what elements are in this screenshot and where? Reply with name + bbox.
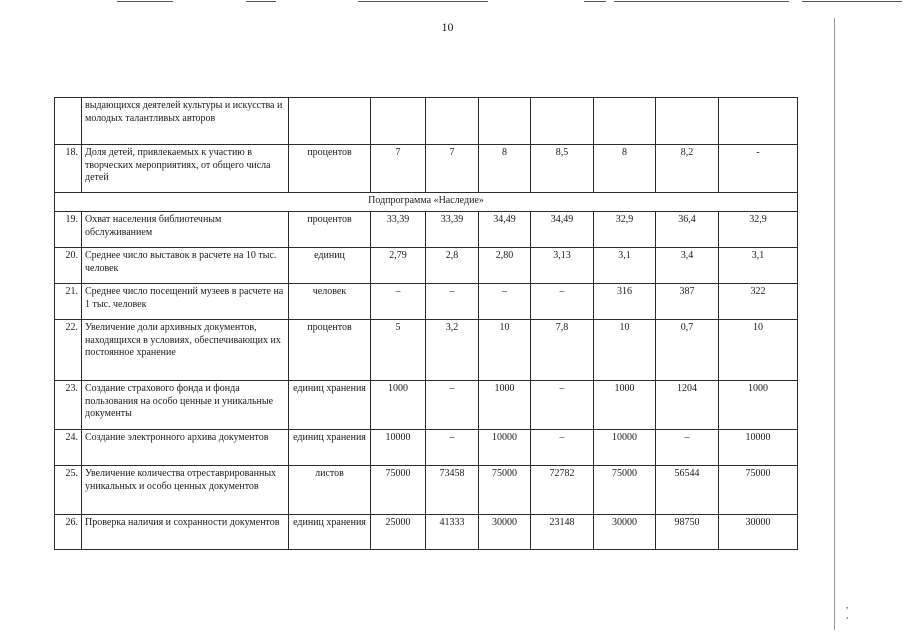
value-cell: 1204 bbox=[656, 381, 719, 430]
row-number bbox=[55, 98, 82, 145]
table-row bbox=[55, 466, 798, 515]
indicator-name: Создание страхового фонда и фонда пользования на особо ценные и уникальные документы bbox=[82, 381, 289, 430]
value-cell: 75000 bbox=[479, 466, 531, 515]
section-row bbox=[55, 193, 798, 212]
page-number: 10 bbox=[441, 20, 454, 34]
unit-cell: человек bbox=[289, 284, 371, 320]
value-cell: 1000 bbox=[371, 381, 426, 430]
value-cell: 10 bbox=[479, 320, 531, 381]
value-cell: 3,4 bbox=[656, 248, 719, 284]
top-edge-line bbox=[117, 1, 173, 2]
unit-cell: единиц bbox=[289, 248, 371, 284]
row-number: 21. bbox=[55, 284, 82, 320]
row-number: 19. bbox=[55, 212, 82, 248]
value-cell: 72782 bbox=[531, 466, 594, 515]
unit-cell: процентов bbox=[289, 320, 371, 381]
value-cell bbox=[719, 98, 798, 145]
value-cell: 8,5 bbox=[531, 145, 594, 193]
value-cell: 3,1 bbox=[594, 248, 656, 284]
value-cell: 10000 bbox=[594, 430, 656, 466]
top-edge-line bbox=[802, 1, 902, 2]
scan-specks: , , bbox=[846, 600, 883, 620]
value-cell: – bbox=[426, 381, 479, 430]
table-row bbox=[55, 515, 798, 550]
value-cell: 1000 bbox=[719, 381, 798, 430]
value-cell bbox=[594, 98, 656, 145]
indicators-table bbox=[54, 97, 798, 550]
value-cell: 98750 bbox=[656, 515, 719, 550]
value-cell: 10 bbox=[594, 320, 656, 381]
value-cell: 2,79 bbox=[371, 248, 426, 284]
value-cell bbox=[479, 98, 531, 145]
top-edge-line bbox=[358, 1, 488, 2]
value-cell bbox=[531, 98, 594, 145]
margin-line bbox=[834, 18, 835, 630]
value-cell: 1000 bbox=[594, 381, 656, 430]
subprogram-heading: Подпрограмма «Наследие» bbox=[55, 193, 798, 212]
value-cell: 10 bbox=[719, 320, 798, 381]
indicator-name: Охват населения библиотечным обслуживанием bbox=[82, 212, 289, 248]
value-cell: 2,8 bbox=[426, 248, 479, 284]
indicator-name: Доля детей, привлекаемых к участию в творческих мероприятиях, от общего числа детей bbox=[82, 145, 289, 193]
value-cell: 33,39 bbox=[371, 212, 426, 248]
value-cell: 33,39 bbox=[426, 212, 479, 248]
indicator-name: Среднее число посещений музеев в расчете на 1 тыс. человек bbox=[82, 284, 289, 320]
indicator-name: выдающихся деятелей культуры и искусства и молодых талантливых авторов bbox=[82, 98, 289, 145]
row-number: 26. bbox=[55, 515, 82, 550]
value-cell: 3,13 bbox=[531, 248, 594, 284]
value-cell: 8 bbox=[594, 145, 656, 193]
row-number: 24. bbox=[55, 430, 82, 466]
value-cell: 32,9 bbox=[594, 212, 656, 248]
indicator-name: Увеличение количества отреставрированных уникальных и особо ценных документов bbox=[82, 466, 289, 515]
value-cell: 7 bbox=[426, 145, 479, 193]
value-cell: 3,2 bbox=[426, 320, 479, 381]
value-cell: 5 bbox=[371, 320, 426, 381]
value-cell: 322 bbox=[719, 284, 798, 320]
unit-cell: единиц хранения bbox=[289, 381, 371, 430]
row-number: 25. bbox=[55, 466, 82, 515]
value-cell: – bbox=[531, 381, 594, 430]
value-cell: 316 bbox=[594, 284, 656, 320]
value-cell: 23148 bbox=[531, 515, 594, 550]
table-row bbox=[55, 430, 798, 466]
value-cell: 10000 bbox=[479, 430, 531, 466]
unit-cell: единиц хранения bbox=[289, 515, 371, 550]
row-number: 23. bbox=[55, 381, 82, 430]
value-cell: 10000 bbox=[719, 430, 798, 466]
value-cell: 30000 bbox=[479, 515, 531, 550]
unit-cell: процентов bbox=[289, 212, 371, 248]
indicator-name: Создание электронного архива документов bbox=[82, 430, 289, 466]
table-row bbox=[55, 284, 798, 320]
unit-cell: процентов bbox=[289, 145, 371, 193]
value-cell: 36,4 bbox=[656, 212, 719, 248]
row-number: 22. bbox=[55, 320, 82, 381]
value-cell: 73458 bbox=[426, 466, 479, 515]
value-cell: – bbox=[426, 430, 479, 466]
value-cell: 3,1 bbox=[719, 248, 798, 284]
value-cell bbox=[426, 98, 479, 145]
table-row bbox=[55, 145, 798, 193]
value-cell: 75000 bbox=[719, 466, 798, 515]
value-cell: 56544 bbox=[656, 466, 719, 515]
value-cell bbox=[371, 98, 426, 145]
value-cell: 7,8 bbox=[531, 320, 594, 381]
value-cell: 34,49 bbox=[479, 212, 531, 248]
value-cell: 75000 bbox=[594, 466, 656, 515]
table-row bbox=[55, 212, 798, 248]
value-cell: – bbox=[656, 430, 719, 466]
indicator-name: Среднее число выставок в расчете на 10 тыс. человек bbox=[82, 248, 289, 284]
value-cell: 10000 bbox=[371, 430, 426, 466]
value-cell: – bbox=[479, 284, 531, 320]
value-cell: – bbox=[531, 284, 594, 320]
table-row bbox=[55, 98, 798, 145]
top-edge-line bbox=[614, 1, 789, 2]
value-cell: 387 bbox=[656, 284, 719, 320]
value-cell: 1000 bbox=[479, 381, 531, 430]
value-cell: 75000 bbox=[371, 466, 426, 515]
value-cell: 30000 bbox=[719, 515, 798, 550]
row-number: 18. bbox=[55, 145, 82, 193]
value-cell: 32,9 bbox=[719, 212, 798, 248]
value-cell: 2,80 bbox=[479, 248, 531, 284]
row-number: 20. bbox=[55, 248, 82, 284]
value-cell: 41333 bbox=[426, 515, 479, 550]
table-row bbox=[55, 381, 798, 430]
unit-cell: листов bbox=[289, 466, 371, 515]
value-cell: 8,2 bbox=[656, 145, 719, 193]
value-cell: 8 bbox=[479, 145, 531, 193]
value-cell: - bbox=[719, 145, 798, 193]
top-edge-line bbox=[584, 1, 606, 2]
indicator-name: Увеличение доли архивных документов, находящихся в условиях, обеспечивающих их постоянное хранение bbox=[82, 320, 289, 381]
value-cell: 25000 bbox=[371, 515, 426, 550]
value-cell: – bbox=[371, 284, 426, 320]
top-edge-line bbox=[246, 1, 276, 2]
value-cell: 0,7 bbox=[656, 320, 719, 381]
unit-cell: единиц хранения bbox=[289, 430, 371, 466]
value-cell: 34,49 bbox=[531, 212, 594, 248]
value-cell: – bbox=[426, 284, 479, 320]
value-cell: 30000 bbox=[594, 515, 656, 550]
value-cell: – bbox=[531, 430, 594, 466]
table-row bbox=[55, 248, 798, 284]
table-row bbox=[55, 320, 798, 381]
unit-cell bbox=[289, 98, 371, 145]
value-cell bbox=[656, 98, 719, 145]
value-cell: 7 bbox=[371, 145, 426, 193]
indicator-name: Проверка наличия и сохранности документов bbox=[82, 515, 289, 550]
